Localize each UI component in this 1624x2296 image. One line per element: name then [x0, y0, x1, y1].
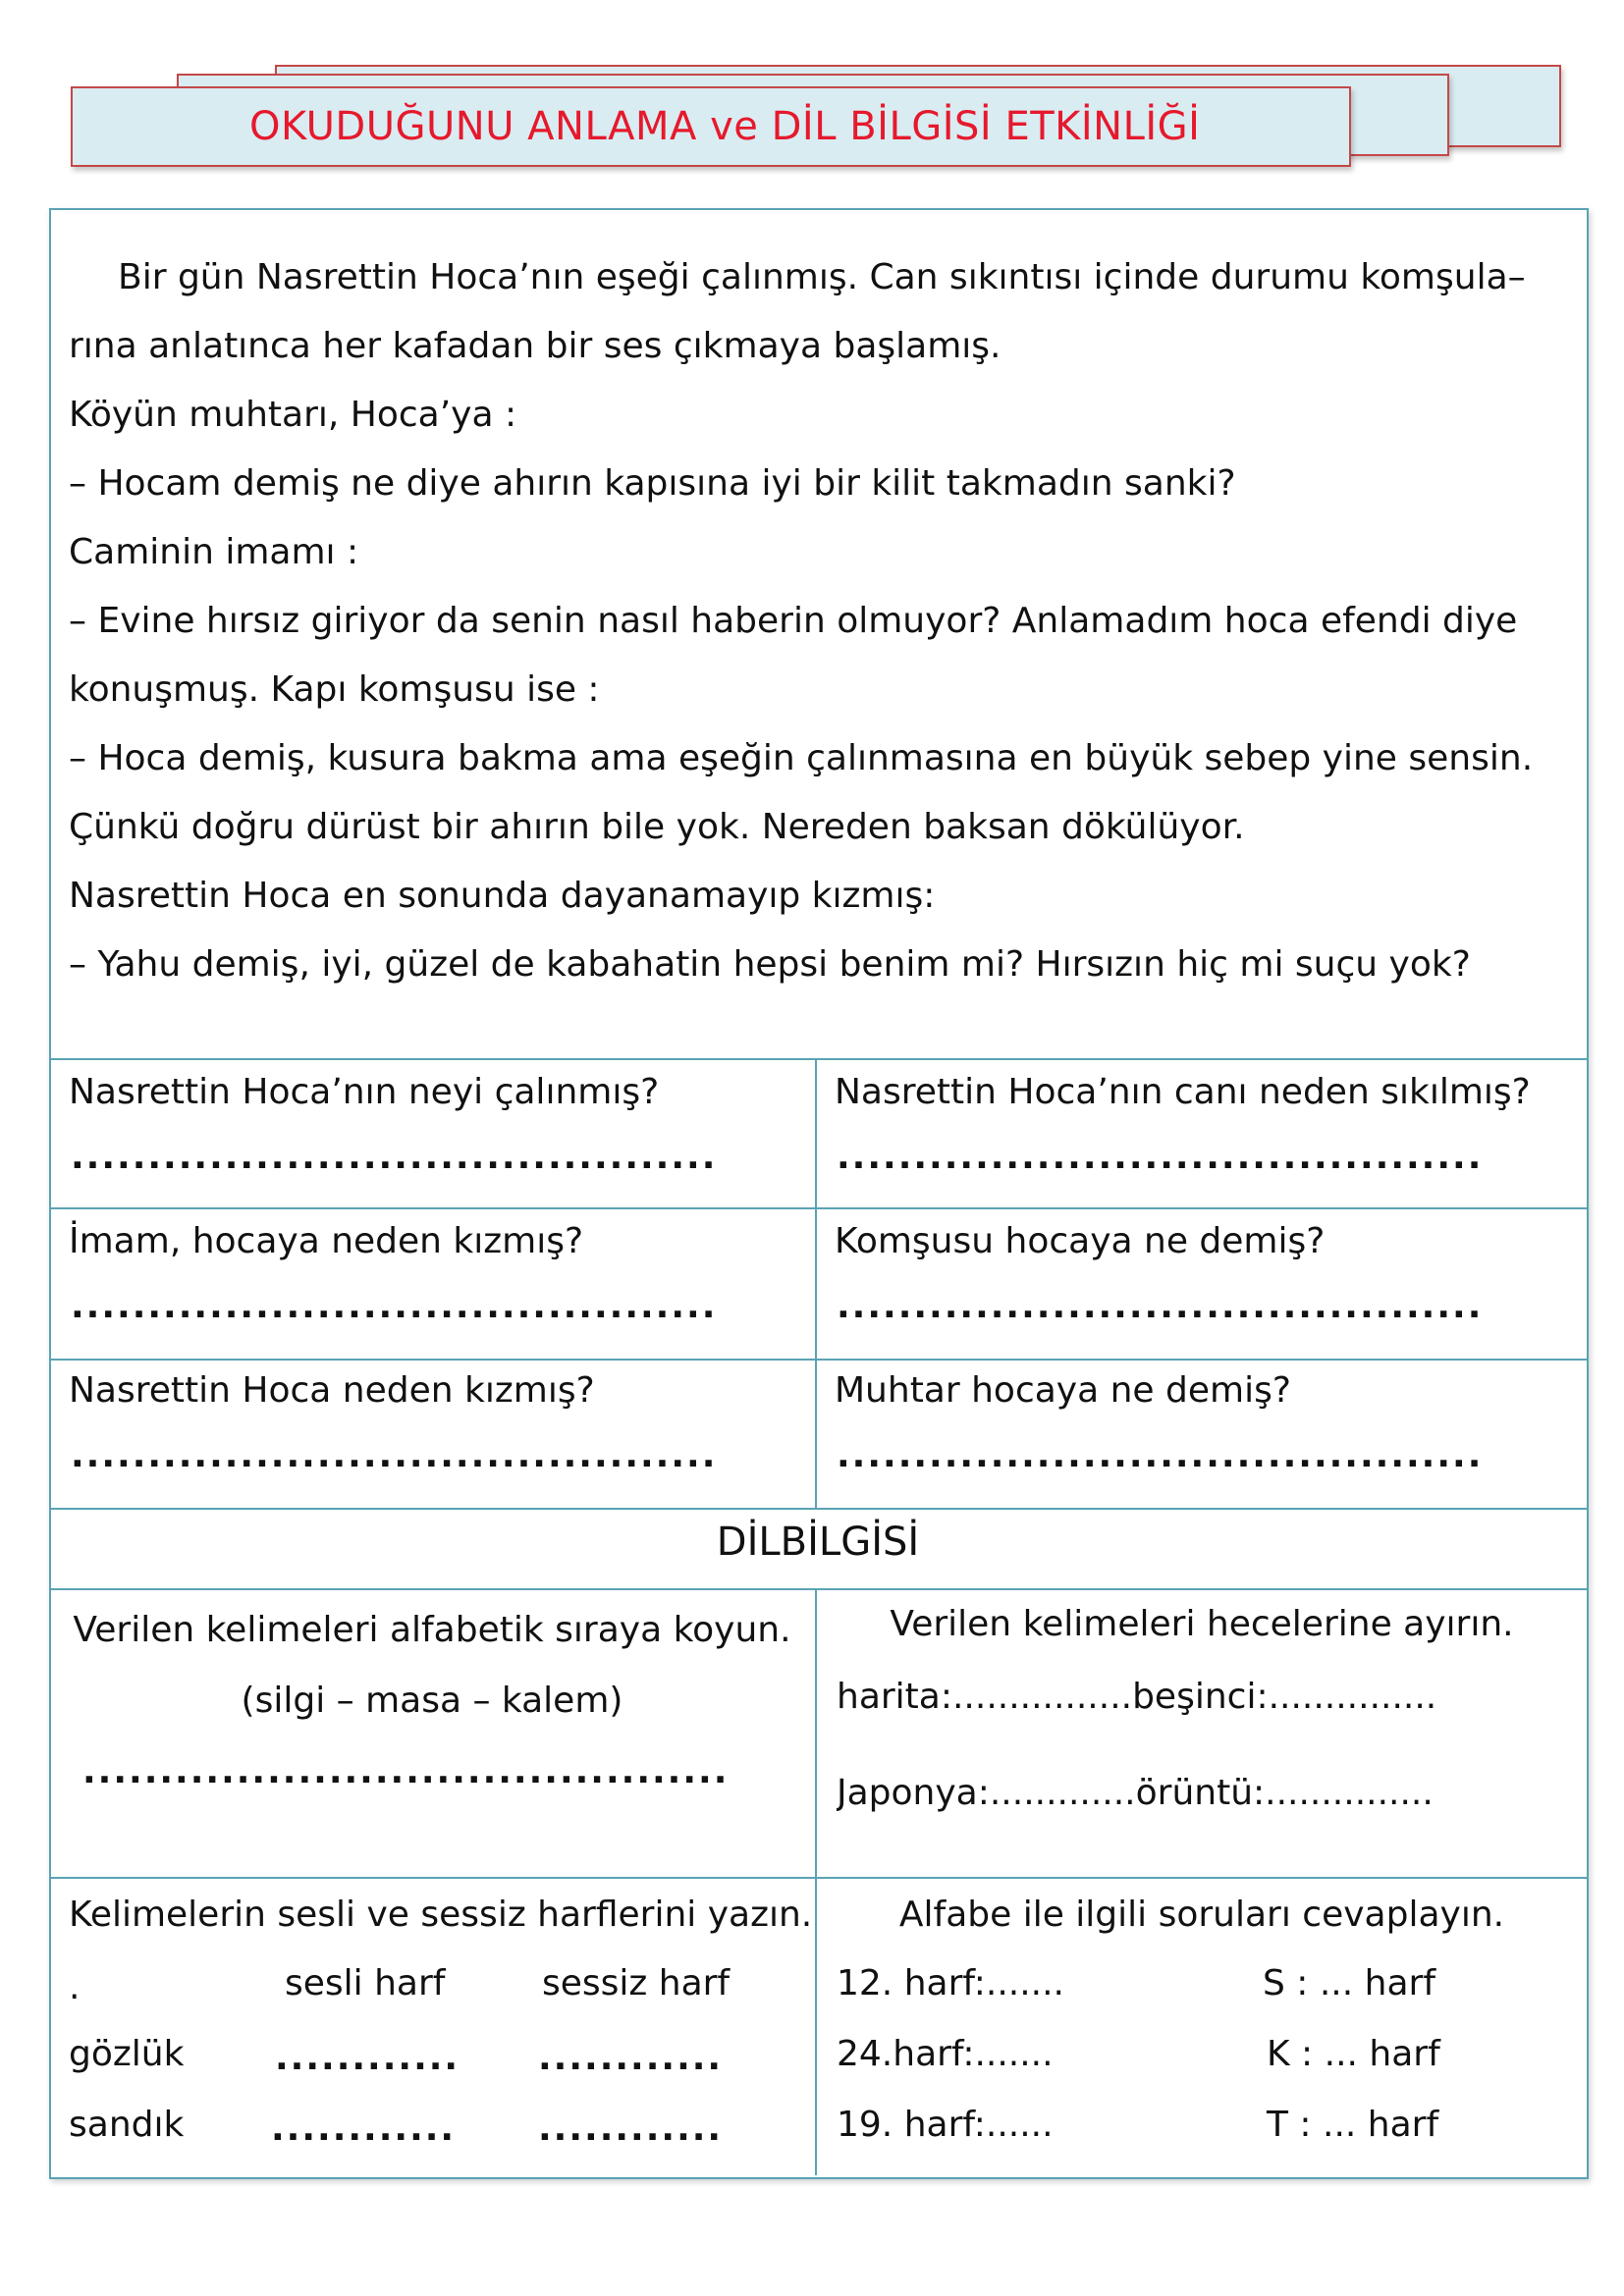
answer-line-6[interactable]: .......................................... [837, 1435, 1484, 1475]
story-line: – Evine hırsız giriyor da senin nasıl haberin olmuyor? Anlamadım hoca efendi diye [69, 601, 1518, 641]
alpha-answer-line[interactable]: .......................................... [82, 1751, 730, 1791]
story-text [69, 243, 1542, 999]
divider [49, 1508, 1587, 1510]
letters-instruction: Kelimelerin sesli ve sessiz harflerini yazın. [69, 1895, 813, 1935]
answer-line-1[interactable]: .......................................... [71, 1137, 718, 1177]
question-5: Nasrettin Hoca neden kızmış? [69, 1370, 595, 1411]
divider [49, 1058, 1587, 1060]
story-line: konuşmuş. Kapı komşusu ise : [69, 669, 600, 710]
alpha-instruction: Verilen kelimeleri alfabetik sıraya koyun. [73, 1610, 791, 1650]
question-3: İmam, hocaya neden kızmış? [69, 1221, 584, 1261]
alphabet-question-s[interactable]: S : ... harf [1263, 1963, 1435, 2003]
story-line: – Yahu demiş, iyi, güzel de kabahatin hepsi benim mi? Hırsızın hiç mi suçu yok? [69, 944, 1471, 985]
vowel-answer-1[interactable]: ............ [275, 2038, 460, 2078]
title-banner [71, 86, 1351, 167]
story-line: Çünkü doğru dürüst bir ahırın bile yok. Nereden baksan dökülüyor. [69, 807, 1245, 847]
divider [49, 1359, 1587, 1361]
answer-line-5[interactable]: .......................................... [71, 1435, 718, 1475]
story-line: Nasrettin Hoca en sonunda dayanamayıp kızmış: [69, 876, 936, 916]
alphabet-question-k[interactable]: K : ... harf [1267, 2034, 1440, 2074]
page-title: OKUDUĞUNU ANLAMA ve DİL BİLGİSİ ETKİNLİĞİ [249, 104, 1201, 149]
answer-line-4[interactable]: .......................................... [837, 1286, 1484, 1326]
story-line: – Hocam demiş ne diye ahırın kapısına iyi bir kilit takmadın sanki? [69, 463, 1236, 504]
word-gozluk: gözlük [69, 2034, 185, 2074]
column-header-consonant: sessiz harf [542, 1963, 731, 2003]
syllable-row-1[interactable]: harita:................beşinci:............... [837, 1677, 1437, 1717]
divider [49, 1588, 1587, 1590]
word-sandik: sandık [69, 2105, 185, 2145]
question-4: Komşusu hocaya ne demiş? [835, 1221, 1326, 1261]
story-line: Köyün muhtarı, Hoca’ya : [69, 395, 517, 435]
question-6: Muhtar hocaya ne demiş? [835, 1370, 1291, 1411]
alphabet-question-t[interactable]: T : ... harf [1267, 2105, 1439, 2145]
divider-vertical [815, 1588, 817, 2175]
divider [49, 1877, 1587, 1879]
question-2: Nasrettin Hoca’nın canı neden sıkılmış? [835, 1072, 1531, 1112]
answer-line-2[interactable]: .......................................... [837, 1137, 1484, 1177]
alphabet-question-24[interactable]: 24.harf:....... [837, 2034, 1054, 2074]
alphabet-question-12[interactable]: 12. harf:....... [837, 1963, 1064, 2003]
syllable-row-2[interactable]: Japonya:.............örüntü:............... [837, 1773, 1434, 1813]
vowel-answer-2[interactable]: ............ [271, 2109, 457, 2149]
question-1: Nasrettin Hoca’nın neyi çalınmış? [69, 1072, 660, 1112]
divider-vertical [815, 1058, 817, 1508]
answer-line-3[interactable]: .......................................... [71, 1286, 718, 1326]
column-header-vowel: sesli harf [285, 1963, 446, 2003]
story-line: Caminin imamı : [69, 532, 359, 572]
alpha-words: (silgi – masa – kalem) [241, 1681, 623, 1721]
section-heading-grammar: DİLBİLGİSİ [716, 1520, 920, 1565]
consonant-answer-1[interactable]: ............ [538, 2038, 724, 2078]
alphabet-instruction: Alfabe ile ilgili soruları cevaplayın. [898, 1895, 1505, 1935]
syllable-instruction: Verilen kelimeleri hecelerine ayırın. [890, 1604, 1514, 1644]
letters-period: . [69, 1967, 81, 2007]
consonant-answer-2[interactable]: ............ [538, 2109, 724, 2149]
story-line: – Hoca demiş, kusura bakma ama eşeğin çalınmasına en büyük sebep yine sensin. [69, 738, 1534, 778]
divider [49, 1207, 1587, 1209]
story-line: rına anlatınca her kafadan bir ses çıkmaya başlamış. [69, 326, 1001, 366]
alphabet-question-19[interactable]: 19. harf:...... [837, 2105, 1054, 2145]
story-line: Bir gün Nasrettin Hoca’nın eşeği çalınmış. Can sıkıntısı içinde durumu komşula– [118, 257, 1526, 297]
